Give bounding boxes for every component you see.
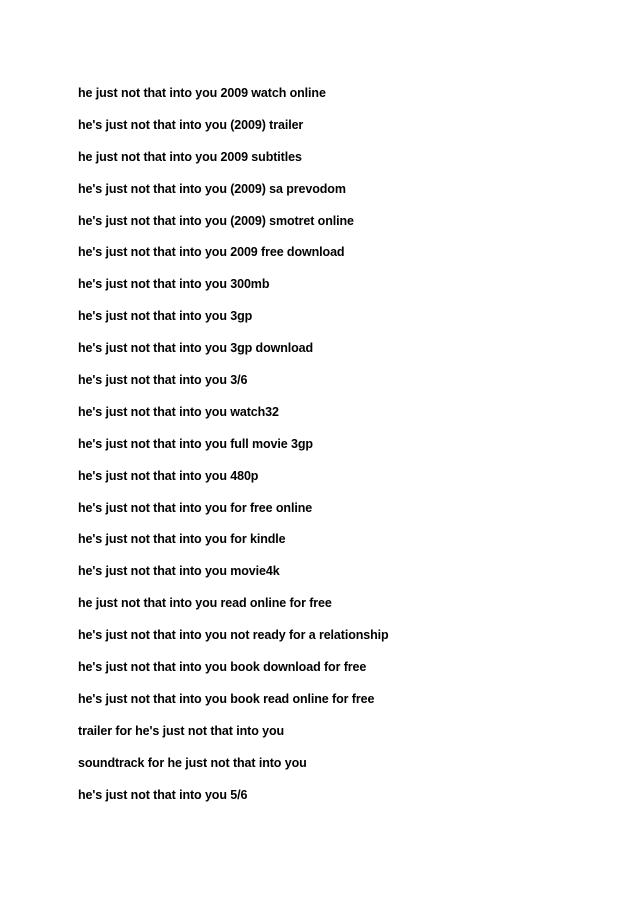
text-line: he's just not that into you (2009) trailer [78,117,304,132]
text-line: trailer for he's just not that into you [78,723,285,738]
text-line: he's just not that into you book read online for free [78,691,375,706]
text-line: he's just not that into you 480p [78,468,259,483]
text-line: he just not that into you 2009 watch online [78,86,326,100]
text-line: he's just not that into you 300mb [78,277,270,292]
text-line: he's just not that into you 3/6 [78,373,248,388]
text-line: soundtrack for he just not that into you [78,755,307,770]
text-line: he's just not that into you 3gp download [78,341,314,356]
search-phrase-list [78,78,598,811]
text-line: he's just not that into you 5/6 [78,787,248,802]
text-line: he just not that into you 2009 subtitles [78,149,302,164]
text-line: he's just not that into you watch32 [78,404,279,419]
text-line: he's just not that into you (2009) smotret online [78,213,354,228]
text-line: he's just not that into you book download for free [78,660,367,675]
text-line: he's just not that into you movie4k [78,564,280,579]
text-line: he's just not that into you not ready for a relationship [78,628,389,643]
text-line: he's just not that into you full movie 3gp [78,436,313,451]
text-line: he's just not that into you 2009 free download [78,245,345,260]
text-line: he's just not that into you for free online [78,500,313,515]
text-line: he's just not that into you for kindle [78,532,286,547]
text-line: he's just not that into you 3gp [78,309,253,324]
text-line: he's just not that into you (2009) sa prevodom [78,181,346,196]
text-line: he just not that into you read online for free [78,596,332,611]
